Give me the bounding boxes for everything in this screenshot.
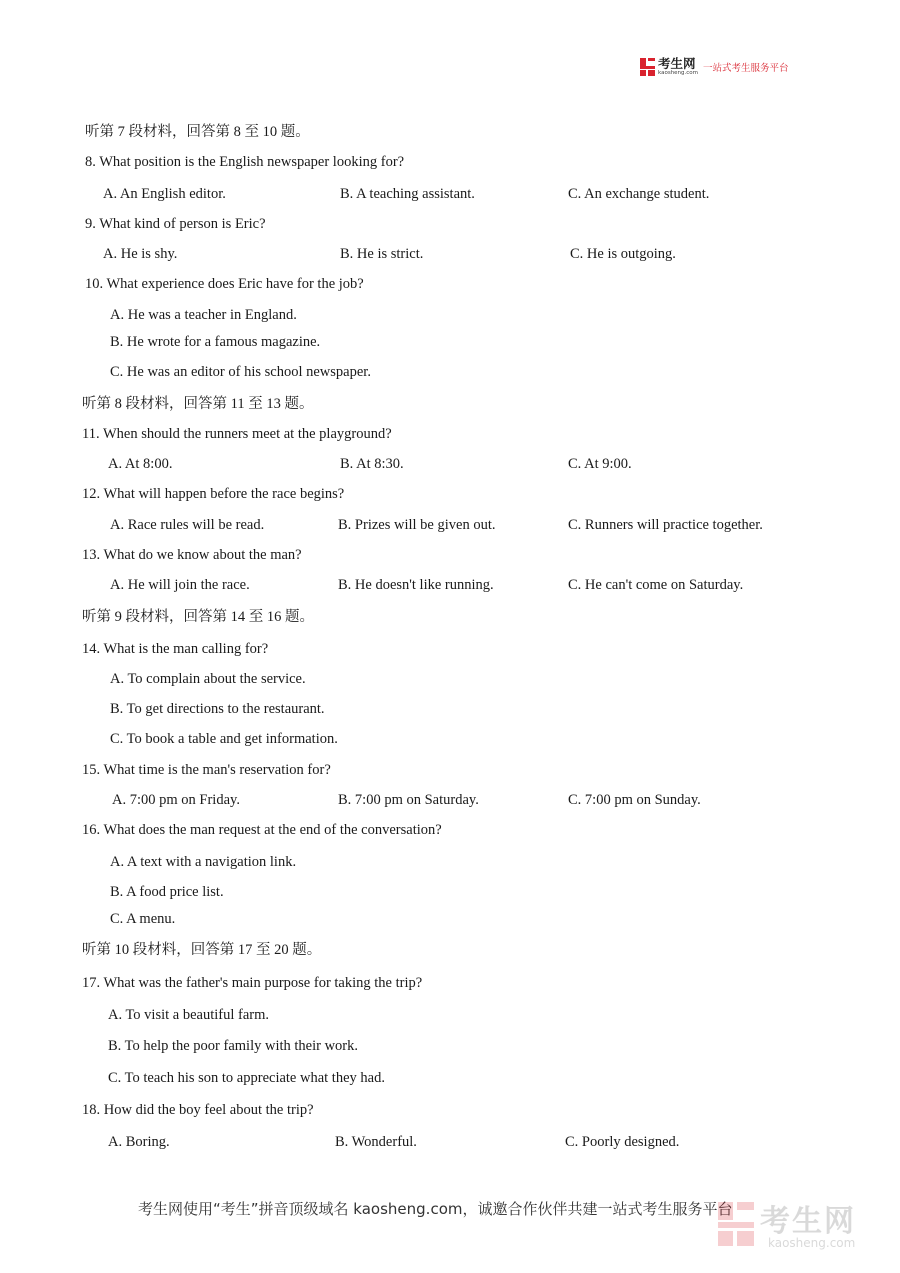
option-15c: C. 7:00 pm on Sunday. (568, 792, 701, 808)
option-14a: A. To complain about the service. (110, 671, 306, 687)
question-13: 13. What do we know about the man? (82, 547, 302, 563)
question-8: 8. What position is the English newspaper looking for? (85, 154, 405, 170)
option-15b: B. 7:00 pm on Saturday. (338, 792, 479, 808)
logo-mark-icon (640, 58, 655, 76)
option-16a: A. A text with a navigation link. (110, 854, 297, 870)
footer-text: 考生网使用“考生”拼音顶级域名 kaosheng.com，诚邀合作伙伴共建一站式考生服务平台 (138, 1200, 733, 1218)
header-logo (640, 56, 789, 78)
option-8b: B. A teaching assistant. (340, 186, 475, 202)
option-18b: B. Wonderful. (335, 1134, 417, 1150)
brand-domain: kaosheng.com (658, 70, 699, 76)
option-10b: B. He wrote for a famous magazine. (110, 334, 321, 350)
brand-slogan: 一站式考生服务平台 (703, 63, 789, 74)
option-13b: B. He doesn't like running. (338, 577, 494, 593)
brand-name: 考生网 (658, 56, 696, 71)
option-10a: A. He was a teacher in England. (110, 307, 297, 323)
option-12a: A. Race rules will be read. (110, 517, 265, 533)
option-17c: C. To teach his son to appreciate what they had. (108, 1070, 385, 1086)
option-15a: A. 7:00 pm on Friday. (112, 792, 240, 808)
question-15: 15. What time is the man's reservation for? (82, 762, 331, 778)
option-8c: C. An exchange student. (568, 186, 710, 202)
option-8a: A. An English editor. (103, 186, 226, 202)
question-16: 16. What does the man request at the end of the conversation? (82, 822, 442, 838)
watermark-mark-icon (718, 1202, 754, 1246)
option-18c: C. Poorly designed. (565, 1134, 680, 1150)
option-16c: C. A menu. (110, 911, 176, 927)
question-11: 11. When should the runners meet at the playground? (82, 426, 392, 442)
option-12b: B. Prizes will be given out. (338, 517, 496, 533)
option-18a: A. Boring. (108, 1134, 170, 1150)
option-17b: B. To help the poor family with their work. (108, 1038, 359, 1054)
option-13a: A. He will join the race. (110, 577, 250, 593)
option-11a: A. At 8:00. (108, 456, 173, 472)
footer-watermark (718, 1196, 878, 1252)
section-heading-10: 听第 10 段材料，回答第 17 至 20 题。 (82, 942, 322, 958)
watermark-name: 考生网 (760, 1204, 856, 1239)
option-10c: C. He was an editor of his school newspaper. (110, 364, 371, 380)
section-heading-8: 听第 8 段材料，回答第 11 至 13 题。 (82, 396, 314, 412)
option-17a: A. To visit a beautiful farm. (108, 1007, 270, 1023)
question-18: 18. How did the boy feel about the trip? (82, 1102, 314, 1118)
section-heading-9: 听第 9 段材料，回答第 14 至 16 题。 (82, 609, 314, 625)
option-9c: C. He is outgoing. (570, 246, 676, 262)
option-11b: B. At 8:30. (340, 456, 404, 472)
question-10: 10. What experience does Eric have for the job? (85, 276, 364, 292)
option-9a: A. He is shy. (103, 246, 178, 262)
option-12c: C. Runners will practice together. (568, 517, 763, 533)
question-17: 17. What was the father's main purpose for taking the trip? (82, 975, 423, 991)
option-14c: C. To book a table and get information. (110, 731, 338, 747)
option-9b: B. He is strict. (340, 246, 424, 262)
watermark-domain: kaosheng.com (768, 1236, 856, 1250)
option-16b: B. A food price list. (110, 884, 224, 900)
section-heading-7: 听第 7 段材料，回答第 8 至 10 题。 (85, 124, 310, 140)
option-14b: B. To get directions to the restaurant. (110, 701, 325, 717)
question-14: 14. What is the man calling for? (82, 641, 269, 657)
question-12: 12. What will happen before the race begins? (82, 486, 345, 502)
option-13c: C. He can't come on Saturday. (568, 577, 744, 593)
option-11c: C. At 9:00. (568, 456, 632, 472)
question-9: 9. What kind of person is Eric? (85, 216, 266, 232)
